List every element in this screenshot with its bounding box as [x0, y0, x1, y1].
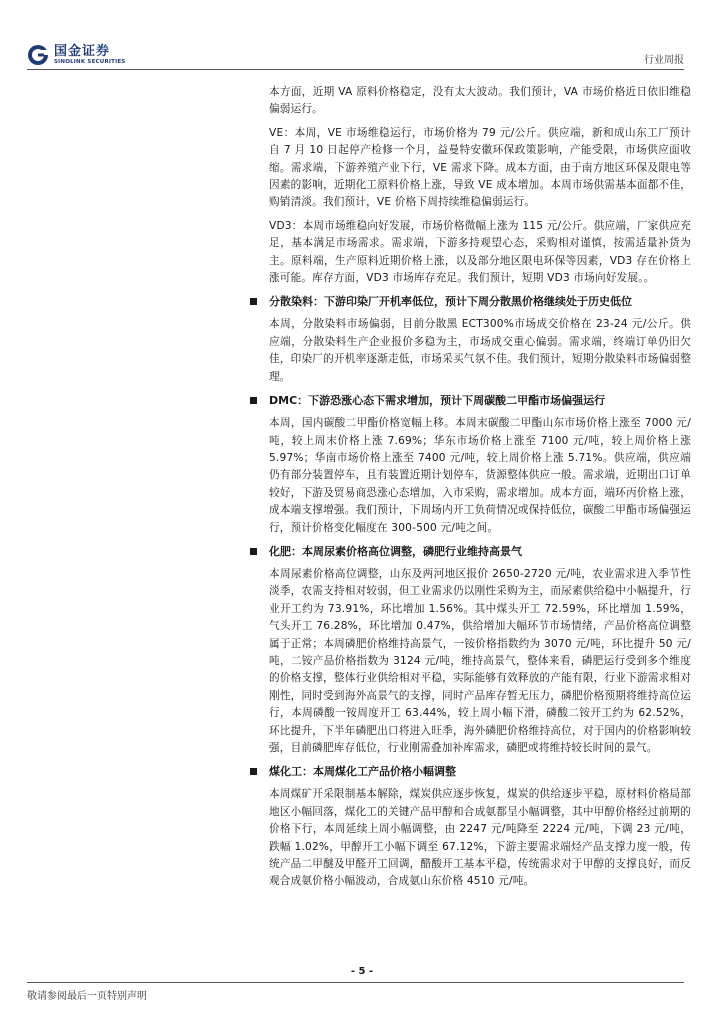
section-body: 本周，国内碳酸二甲酯价格宽幅上移。本周末碳酸二甲酯山东市场价格上涨至 7000 元/吨，较上周末价格上涨 7.69%；华东市场价格上涨至 7100 元/吨，较上周价格上涨 5.97%；华南市场价格上涨至 7400 元/吨，较上周价格上涨 5.71%。供应端，供应端仍有部分装置停车，且有装置近期计划停车，货源整体供应一般。需求端，近期出口订单较好，下游及贸易商恐涨心态增加，入市采购，需求增加。成本方面，端环丙价格上涨，成本端支撑增强。我们预计，下周场内开工负荷情况或保持低位，碳酸二甲酯市场偏强运行，预计价格变化幅度在 300-500 元/吨之间。 [269, 417, 691, 534]
section-body: 本周煤矿开采限制基本解除，煤炭供应逐步恢复，煤炭的供给逐步平稳，原材料价格局部地区小幅回落，煤化工的关键产品甲醇和合成氨都呈小幅调整，其中甲醇价格经过前期的价格下行，本周延续上周小幅调整，由 2247 元/吨降至 2224 元/吨，下调 23 元/吨，跌幅 1.02%，甲醇开工小幅下调至 67.12%，下游主要需求端烃产品支撑力度一般，传统产品二甲醚及甲醛开工回调，醋酸开工基本平稳，传统需求对于甲醇的支撑良好，而反观合成氨价格小幅波动，合成氨山东价格 4510 元/吨。 [269, 788, 691, 888]
header-divider [27, 69, 684, 70]
square-bullet-icon [250, 298, 257, 305]
document-type: 行业周报 [644, 55, 684, 66]
brand-name-en: SINOLINK SECURITIES [54, 58, 126, 65]
paragraph-ve: VE：本周，VE 市场维稳运行，市场价格为 79 元/公斤。供应端，新和成山东工厂预计自 7 月 10 日起停产检修一个月，益曼特安徽环保政策影响，产能受限，市场供应面收缩。需求端，下游养殖产业下行，VE 需求下降。成本方面，由于南方地区环保及限电等因素的影响，近期化工原料价格上涨，导致 VE 成本增加。本周市场供需基本面都不佳，购销清淡。我们预计，VE 价格下周持续维稳偏弱运行。 [269, 126, 691, 209]
section-title [250, 392, 691, 410]
section-title-text: DMC：下游恐涨心态下需求增加，预计下周碳酸二甲酯市场偏强运行 [269, 394, 606, 408]
page-header [0, 0, 724, 72]
sinolink-logo-icon [27, 44, 49, 66]
section-fertilizer [250, 543, 691, 757]
section-body: 本周尿素价格高位调整，山东及两河地区报价 2650-2720 元/吨，农业需求进入季节性淡季，农需支持相对较弱，但工业需求仍以刚性采购为主，而尿素供给稳中小幅提升，行业开工约为 73.91%，环比增加 1.56%。其中煤头开工 72.59%，环比增加 1.59%，气头开工 76.28%，环比增加 0.47%，供给增加大幅环节市场情绪，产品价格高位调整属于正常；本周磷肥价格维持高景气，一铵价格指数约为 3070 元/吨，环比提升 50 元/吨，二铵产品价格指数为 3124 元/吨，维持高景气，整体来看，磷肥运行受到多个维度的价格支撑，整体行业供给相对平稳，实际能够有效释放的产能有限，行业下游需求相对刚性，同时受到海外高景气的支撑，同时产品库存暂无压力，磷肥价格预期将维持高位运行，本周磷酸一铵周度开工 63.44%，较上周小幅下滑，磷酸二铵开工约为 62.52%，环比提升，下半年磷肥出口将进入旺季，海外磷肥价格维持高位，对于国内的价格影响较强，目前磷肥库存低位，行业刚需叠加补库需求，磷肥或将维持较长时间的景气。 [269, 567, 691, 754]
section-title [250, 543, 691, 561]
brand-name-cn: 国金证券 [54, 43, 111, 59]
square-bullet-icon [250, 768, 257, 775]
section-title [250, 293, 691, 311]
section-title-text: 分散染料：下游印染厂开机率低位，预计下周分散黑价格继续处于历史低位 [269, 295, 632, 309]
section-body: 本周，分散染料市场偏弱，目前分散黑 ECT300%市场成交价格在 23-24 元/公斤。供应端，分散染料生产企业报价多稳为主，市场成交重心偏弱。需求端，终端订单仍旧欠佳，印染厂的开机率逐渐走低，市场采买气氛不佳。我们预计，短期分散染料市场偏弱整理。 [269, 318, 691, 383]
section-disperse-dyes [250, 293, 691, 386]
paragraph-vd3: VD3：本周市场维稳向好发展，市场价格微幅上涨为 115 元/公斤。供应端，厂家供应充足，基本满足市场需求。需求端，下游多持观望心态，采购相对谨慎，按需适量补货为主。原料端，生产原料近期价格上涨，以及部分地区限电环保等因素，VD3 存在价格上涨可能。库存方面，VD3 市场库存充足。我们预计，短期 VD3 市场向好发展。。 [269, 219, 691, 285]
report-body [250, 84, 691, 897]
section-title [250, 763, 691, 781]
page-number: - 5 - [350, 966, 374, 977]
disclaimer-note: 敬请参阅最后一页特别声明 [27, 991, 147, 1002]
section-dmc [250, 392, 691, 537]
section-coal-chemical [250, 763, 691, 890]
section-title-text: 煤化工：本周煤化工产品价格小幅调整 [269, 765, 456, 779]
footer-divider [27, 982, 684, 983]
brand-logo [27, 42, 125, 68]
square-bullet-icon [250, 548, 257, 555]
section-title-text: 化肥：本周尿素价格高位调整，磷肥行业维持高景气 [269, 544, 522, 558]
paragraph-va-outlook: 本方面，近期 VA 原料价格稳定，没有太大波动。我们预计，VA 市场价格近日依旧维稳偏弱运行。 [269, 86, 691, 116]
square-bullet-icon [250, 397, 257, 404]
